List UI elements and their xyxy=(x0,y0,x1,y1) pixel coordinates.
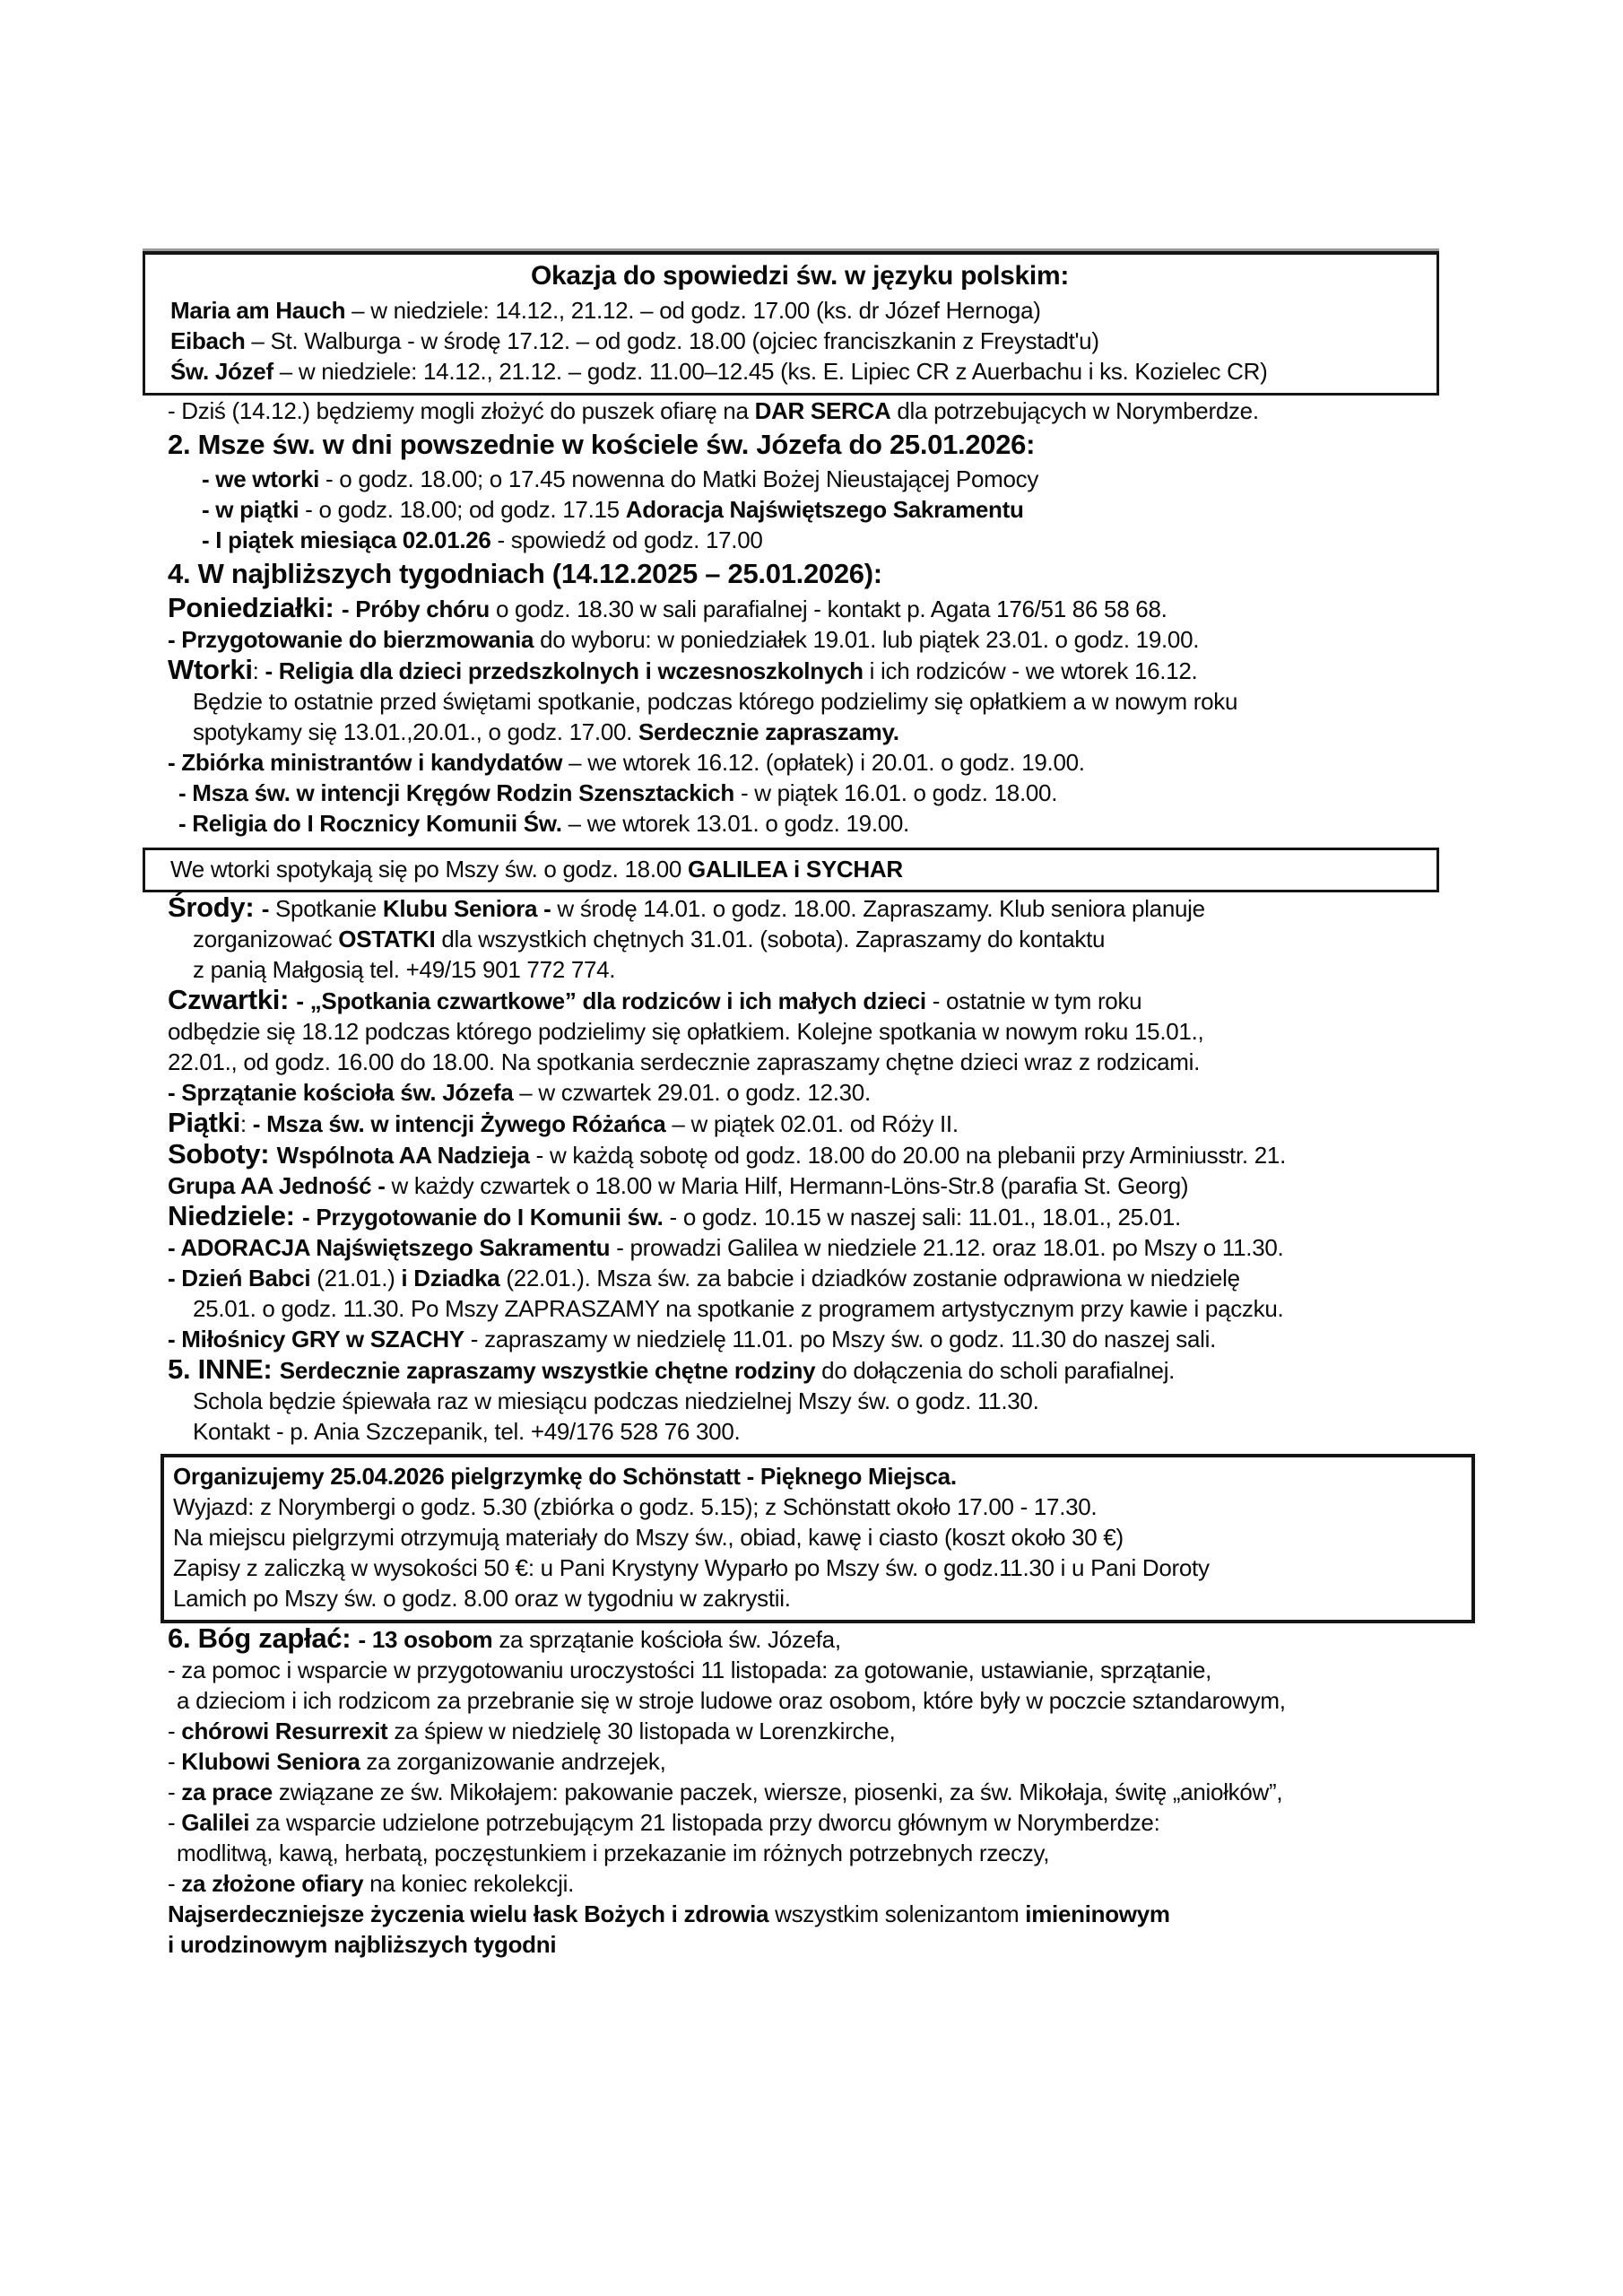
text-run: Lamich po Mszy św. o godz. 8.00 oraz w tygodniu w zakrystii. xyxy=(173,1585,791,1612)
line-wtorki-1 xyxy=(168,655,1466,686)
text-run: za wsparcie udzielone potrzebującym 21 listopada przy dworcu głównym w Norymberdze: xyxy=(249,1809,1160,1836)
text-run: za śpiew w niedzielę 30 listopada w Lorenzkirche, xyxy=(387,1718,896,1744)
heading-section-2 xyxy=(168,426,1466,464)
line-zbiorka-ministrantow xyxy=(168,747,1466,778)
confession-box xyxy=(143,251,1439,396)
text-run: dla potrzebujących w Norymberdze. xyxy=(890,397,1259,424)
text-run: za sprzątanie kościoła św. Józefa, xyxy=(492,1626,841,1653)
text-run: : xyxy=(239,1110,253,1137)
pilgrimage-materials xyxy=(173,1522,1462,1552)
text-run: - o godz. 18.00; od godz. 17.15 xyxy=(299,496,626,523)
text-run-bold: Klubowi Seniora xyxy=(181,1748,360,1775)
text-run: dla wszystkich chętnych 31.01. (sobota). Zapraszamy do kontaktu xyxy=(435,926,1106,952)
line-thanks-klub xyxy=(168,1746,1466,1777)
line-dzien-babci-1 xyxy=(168,1263,1466,1293)
line-religia-rocznica xyxy=(168,808,1466,839)
text-run-bold: - ADORACJA Najświętszego Sakramentu xyxy=(168,1234,611,1261)
line-dar-serca xyxy=(168,396,1466,426)
line-inne-1 xyxy=(168,1354,1466,1386)
line-grupa-aa-jednosc xyxy=(168,1170,1466,1201)
line-dzien-babci-2 xyxy=(168,1293,1466,1324)
text-run-bold: - Przygotowanie do bierzmowania xyxy=(168,626,534,653)
text-run: (22.01.). Msza św. za babcie i dziadków zostanie odprawiona w niedzielę xyxy=(499,1265,1240,1292)
text-run: – w niedziele: 14.12., 21.12. – godz. 11.00–12.45 (ks. E. Lipiec CR z Auerbachu i ks. Kozielec CR) xyxy=(273,358,1268,385)
pilgrimage-signup-1 xyxy=(173,1552,1462,1583)
confession-maria-am-hauch xyxy=(170,295,1429,326)
line-piatki xyxy=(168,1108,1466,1139)
text-run-bold: - Przygotowanie do I Komunii św. xyxy=(302,1204,664,1231)
text-run-bold: Najserdeczniejsze życzenia wielu łask Bożych i zdrowia xyxy=(168,1900,769,1927)
line-thanks-prace xyxy=(168,1777,1466,1807)
line-wtorki-2 xyxy=(168,686,1466,717)
line-bog-zaplac xyxy=(168,1623,1466,1655)
text-run-bold: - Zbiórka ministrantów i kandydatów xyxy=(168,749,563,776)
text-run: - o godz. 10.15 w naszej sali: 11.01., 18.01., 25.01. xyxy=(663,1204,1181,1231)
text-run: za zorganizowanie andrzejek, xyxy=(360,1748,666,1775)
text-run-bold: Maria am Hauch xyxy=(170,297,346,324)
text-run-bold: - Msza św. w intencji Kręgów Rodzin Szensztackich xyxy=(178,779,735,806)
line-thanks-dzieciom xyxy=(168,1685,1466,1716)
text-run-bold: Serdecznie zapraszamy. xyxy=(638,718,899,745)
text-run: do wyboru: w poniedziałek 19.01. lub piątek 23.01. o godz. 19.00. xyxy=(534,626,1200,653)
text-run: na koniec rekolekcji. xyxy=(363,1870,574,1897)
text-run-bold: Galilei xyxy=(181,1809,250,1836)
text-run: - xyxy=(168,1779,182,1805)
text-run: - Dziś (14.12.) będziemy mogli złożyć do puszek ofiarę na xyxy=(168,397,755,424)
line-wishes-1 xyxy=(168,1899,1466,1929)
text-run: Schola będzie śpiewała raz w miesiącu podczas niedzielnej Mszy św. o godz. 11.30. xyxy=(193,1387,1039,1414)
text-run: w środę 14.01. o godz. 18.00. Zapraszamy. Klub seniora planuje xyxy=(551,895,1205,922)
text-run: Kontakt - p. Ania Szczepanik, tel. +49/176 528 76 300. xyxy=(193,1418,741,1445)
text-run-bold: 2. Msze św. w dni powszednie w kościele św. Józefa do 25.01.2026: xyxy=(168,429,1036,460)
text-run-emphasis: 6. Bóg zapłać: xyxy=(168,1622,359,1654)
line-thanks-galilei-2 xyxy=(168,1838,1466,1868)
text-run: Na miejscu pielgrzymi otrzymują materiały do Mszy św., obiad, kawę i ciasto (koszt około 30 €) xyxy=(173,1524,1124,1551)
line-thanks-chor xyxy=(168,1716,1466,1746)
text-run-bold: DAR SERCA xyxy=(754,397,891,424)
text-run: modlitwą, kawą, herbatą, poczęstunkiem i przekazanie im różnych potrzebnych rzeczy, xyxy=(177,1839,1050,1866)
line-inne-2 xyxy=(168,1386,1466,1416)
text-run: i ich rodziców - we wtorek 16.12. xyxy=(863,657,1198,684)
text-run-bold: - Sprzątanie kościoła św. Józefa xyxy=(168,1079,514,1106)
line-inne-3 xyxy=(168,1416,1466,1447)
text-run: związane ze św. Mikołajem: pakowanie paczek, wiersze, piosenki, za św. Mikołaja, świtę „aniołków”, xyxy=(272,1779,1283,1805)
text-run: : xyxy=(252,657,265,684)
text-run: w każdy czwartek o 18.00 w Maria Hilf, Hermann-Löns-Str.8 (parafia St. Georg) xyxy=(385,1172,1189,1199)
text-run: – w piątek 02.01. od Róży II. xyxy=(665,1110,959,1137)
line-czwartki-3 xyxy=(168,1047,1466,1077)
line-sprzatanie xyxy=(168,1077,1466,1108)
text-run-bold: Wspólnota AA Nadzieja xyxy=(276,1142,530,1169)
line-czwartki-1 xyxy=(168,985,1466,1016)
text-run: Zapisy z zaliczką w wysokości 50 €: u Pani Krystyny Wyparło po Mszy św. o godz.11.30 i u Pani Doroty xyxy=(173,1554,1210,1581)
text-run-bold: - Religia dla dzieci przedszkolnych i wczesnoszkolnych xyxy=(265,657,864,684)
text-run: - xyxy=(168,1870,182,1897)
text-run: – we wtorek 16.12. (opłatek) i 20.01. o godz. 19.00. xyxy=(562,749,1085,776)
text-run-bold: Klubu Seniora - xyxy=(382,895,551,922)
text-run-bold: - Msza św. w intencji Żywego Różańca xyxy=(252,1110,666,1137)
text-run-bold: - Próby chóru xyxy=(341,596,490,622)
text-run: - za pomoc i wsparcie w przygotowaniu uroczystości 11 listopada: za gotowanie, ustawianie, sprzątanie, xyxy=(168,1657,1212,1683)
text-run: 25.01. o godz. 11.30. Po Mszy ZAPRASZAMY na spotkanie z programem artystycznym przy kawie i pączku. xyxy=(193,1295,1284,1322)
text-run: – w niedziele: 14.12., 21.12. – od godz. 17.00 (ks. dr Józef Hernoga) xyxy=(345,297,1041,324)
text-run-bold: - I piątek miesiąca 02.01.26 xyxy=(202,526,491,553)
text-run: – w czwartek 29.01. o godz. 12.30. xyxy=(513,1079,871,1106)
line-thanks-pomoc xyxy=(168,1655,1466,1685)
text-run: z panią Małgosią tel. +49/15 901 772 774. xyxy=(193,956,616,983)
text-run-bold: i urodzinowym najbliższych tygodni xyxy=(168,1931,557,1958)
text-run: odbędzie się 18.12 podczas którego podzielimy się opłatkiem. Kolejne spotkania w nowym roku 15.01., xyxy=(168,1018,1204,1045)
line-we-wtorki xyxy=(168,464,1466,494)
text-run: - xyxy=(168,1718,182,1744)
text-run-bold: - xyxy=(261,895,275,922)
text-run-bold: Eibach xyxy=(170,327,246,354)
confession-sw-jozef xyxy=(170,356,1429,387)
text-run: o godz. 18.30 w sali parafialnej - kontakt p. Agata 176/51 86 58 68. xyxy=(490,596,1167,622)
document-content xyxy=(168,251,1466,1960)
text-run: (21.01.) xyxy=(310,1265,402,1292)
text-run-bold: Serdecznie zapraszamy wszystkie chętne rodziny xyxy=(279,1357,816,1384)
text-run: Wyjazd: z Norymbergi o godz. 5.30 (zbiórka o godz. 5.15); z Schönstatt około 17.00 - 17.30. xyxy=(173,1493,1098,1520)
text-run-emphasis: Środy: xyxy=(168,891,262,923)
line-srody-3 xyxy=(168,954,1466,985)
line-srody-2 xyxy=(168,924,1466,954)
text-run: - spowiedź od godz. 17.00 xyxy=(490,526,763,553)
text-run-emphasis: Niedziele: xyxy=(168,1200,303,1231)
text-run: - prowadzi Galilea w niedziele 21.12. oraz 18.01. po Mszy o 11.30. xyxy=(610,1234,1284,1261)
text-run: a dzieciom i ich rodzicom za przebranie się w stroje ludowe oraz osobom, które były w poczcie sztandarowym, xyxy=(177,1687,1286,1714)
text-run-bold: - we wtorki xyxy=(202,465,320,492)
line-galilea-sychar xyxy=(170,854,1429,884)
text-run-bold: imieninowym xyxy=(1025,1900,1170,1927)
galilea-sychar-box xyxy=(143,848,1439,892)
text-run: - xyxy=(168,1748,182,1775)
text-run-emphasis: Piątki xyxy=(168,1107,240,1138)
text-run-bold: - Miłośnicy GRY w SZACHY xyxy=(168,1326,464,1352)
pilgrimage-box xyxy=(161,1454,1475,1623)
line-czwartki-2 xyxy=(168,1016,1466,1047)
text-run-bold: za prace xyxy=(181,1779,273,1805)
text-run-bold: 4. W najbliższych tygodniach (14.12.2025 – 25.01.2026): xyxy=(168,558,882,589)
text-run-bold: Okazja do spowiedzi św. w języku polskim: xyxy=(530,261,1070,291)
confession-eibach xyxy=(170,326,1429,356)
line-wishes-2 xyxy=(168,1929,1466,1960)
text-run-bold: - w piątki xyxy=(202,496,299,523)
text-run: 22.01., od godz. 16.00 do 18.00. Na spotkania serdecznie zapraszamy chętne dzieci wraz z rodzicami. xyxy=(168,1048,1201,1075)
line-thanks-galilei-1 xyxy=(168,1807,1466,1838)
text-run-bold: OSTATKI xyxy=(338,926,436,952)
line-adoracja xyxy=(168,1232,1466,1263)
text-run-emphasis: 5. INNE: xyxy=(168,1353,280,1385)
text-run: - xyxy=(168,1809,182,1836)
text-run: - w piątek 16.01. o godz. 18.00. xyxy=(734,779,1058,806)
text-run-emphasis: Soboty: xyxy=(168,1138,277,1170)
text-run-bold: - Dzień Babci xyxy=(168,1265,311,1292)
line-i-piatek xyxy=(168,525,1466,555)
text-run-bold: - „Spotkania czwartkowe” dla rodziców i ich małych dzieci xyxy=(296,987,926,1014)
text-run-bold: - Religia do I Rocznicy Komunii Św. xyxy=(178,810,562,837)
text-run: We wtorki spotykają się po Mszy św. o godz. 18.00 xyxy=(170,856,689,883)
text-run-bold: Organizujemy 25.04.2026 pielgrzymkę do Schönstatt - Pięknego Miejsca. xyxy=(173,1463,957,1490)
line-thanks-ofiary xyxy=(168,1868,1466,1899)
line-niedziele xyxy=(168,1201,1466,1232)
pilgrimage-departure xyxy=(173,1492,1462,1522)
heading-section-4 xyxy=(168,555,1466,593)
text-run: Będzie to ostatnie przed świętami spotkanie, podczas którego podzielimy się opłatkiem a w nowym roku xyxy=(193,688,1238,715)
line-w-piatki xyxy=(168,494,1466,525)
text-run: - o godz. 18.00; o 17.45 nowenna do Matki Bożej Nieustającej Pomocy xyxy=(319,465,1039,492)
text-run: – we wtorek 13.01. o godz. 19.00. xyxy=(561,810,909,837)
text-run-bold: GALILEA i SYCHAR xyxy=(688,856,903,883)
text-run-bold: za złożone ofiary xyxy=(181,1870,364,1897)
text-run-emphasis: Poniedziałki: xyxy=(168,592,342,623)
text-run-bold: Adoracja Najświętszego Sakramentu xyxy=(625,496,1024,523)
confession-title xyxy=(170,257,1429,295)
text-run-bold: i Dziadka xyxy=(401,1265,500,1292)
text-run: - w każdą sobotę od godz. 18.00 do 20.00 na plebanii przy Arminiusstr. 21. xyxy=(529,1142,1286,1169)
line-wtorki-3 xyxy=(168,717,1466,747)
line-poniedzialki xyxy=(168,593,1466,624)
text-run-bold: Św. Józef xyxy=(170,358,273,385)
text-run-emphasis: Wtorki xyxy=(168,654,253,685)
text-run: spotykamy się 13.01.,20.01., o godz. 17.00. xyxy=(193,718,639,745)
text-run: zorganizować xyxy=(193,926,339,952)
text-run: – St. Walburga - w środę 17.12. – od godz. 18.00 (ojciec franciszkanin z Freystadt'u) xyxy=(245,327,1099,354)
text-run: Spotkanie xyxy=(275,895,383,922)
text-run-bold: - 13 osobom xyxy=(358,1626,493,1653)
text-run: - zapraszamy w niedzielę 11.01. po Mszy św. o godz. 11.30 do naszej sali. xyxy=(464,1326,1217,1352)
text-run-bold: Grupa AA Jedność - xyxy=(168,1172,386,1199)
line-soboty xyxy=(168,1139,1466,1170)
pilgrimage-signup-2 xyxy=(173,1583,1462,1613)
text-run-emphasis: Czwartki: xyxy=(168,984,297,1015)
text-run: do dołączenia do scholi parafialnej. xyxy=(815,1357,1176,1384)
text-run: wszystkim solenizantom xyxy=(768,1900,1026,1927)
line-srody-1 xyxy=(168,892,1466,924)
pilgrimage-title xyxy=(173,1461,1462,1492)
text-run: - ostatnie w tym roku xyxy=(925,987,1142,1014)
line-bierzmowanie xyxy=(168,624,1466,655)
line-msza-szensztackich xyxy=(168,778,1466,808)
text-run-bold: chórowi Resurrexit xyxy=(181,1718,388,1744)
line-szachy xyxy=(168,1324,1466,1354)
